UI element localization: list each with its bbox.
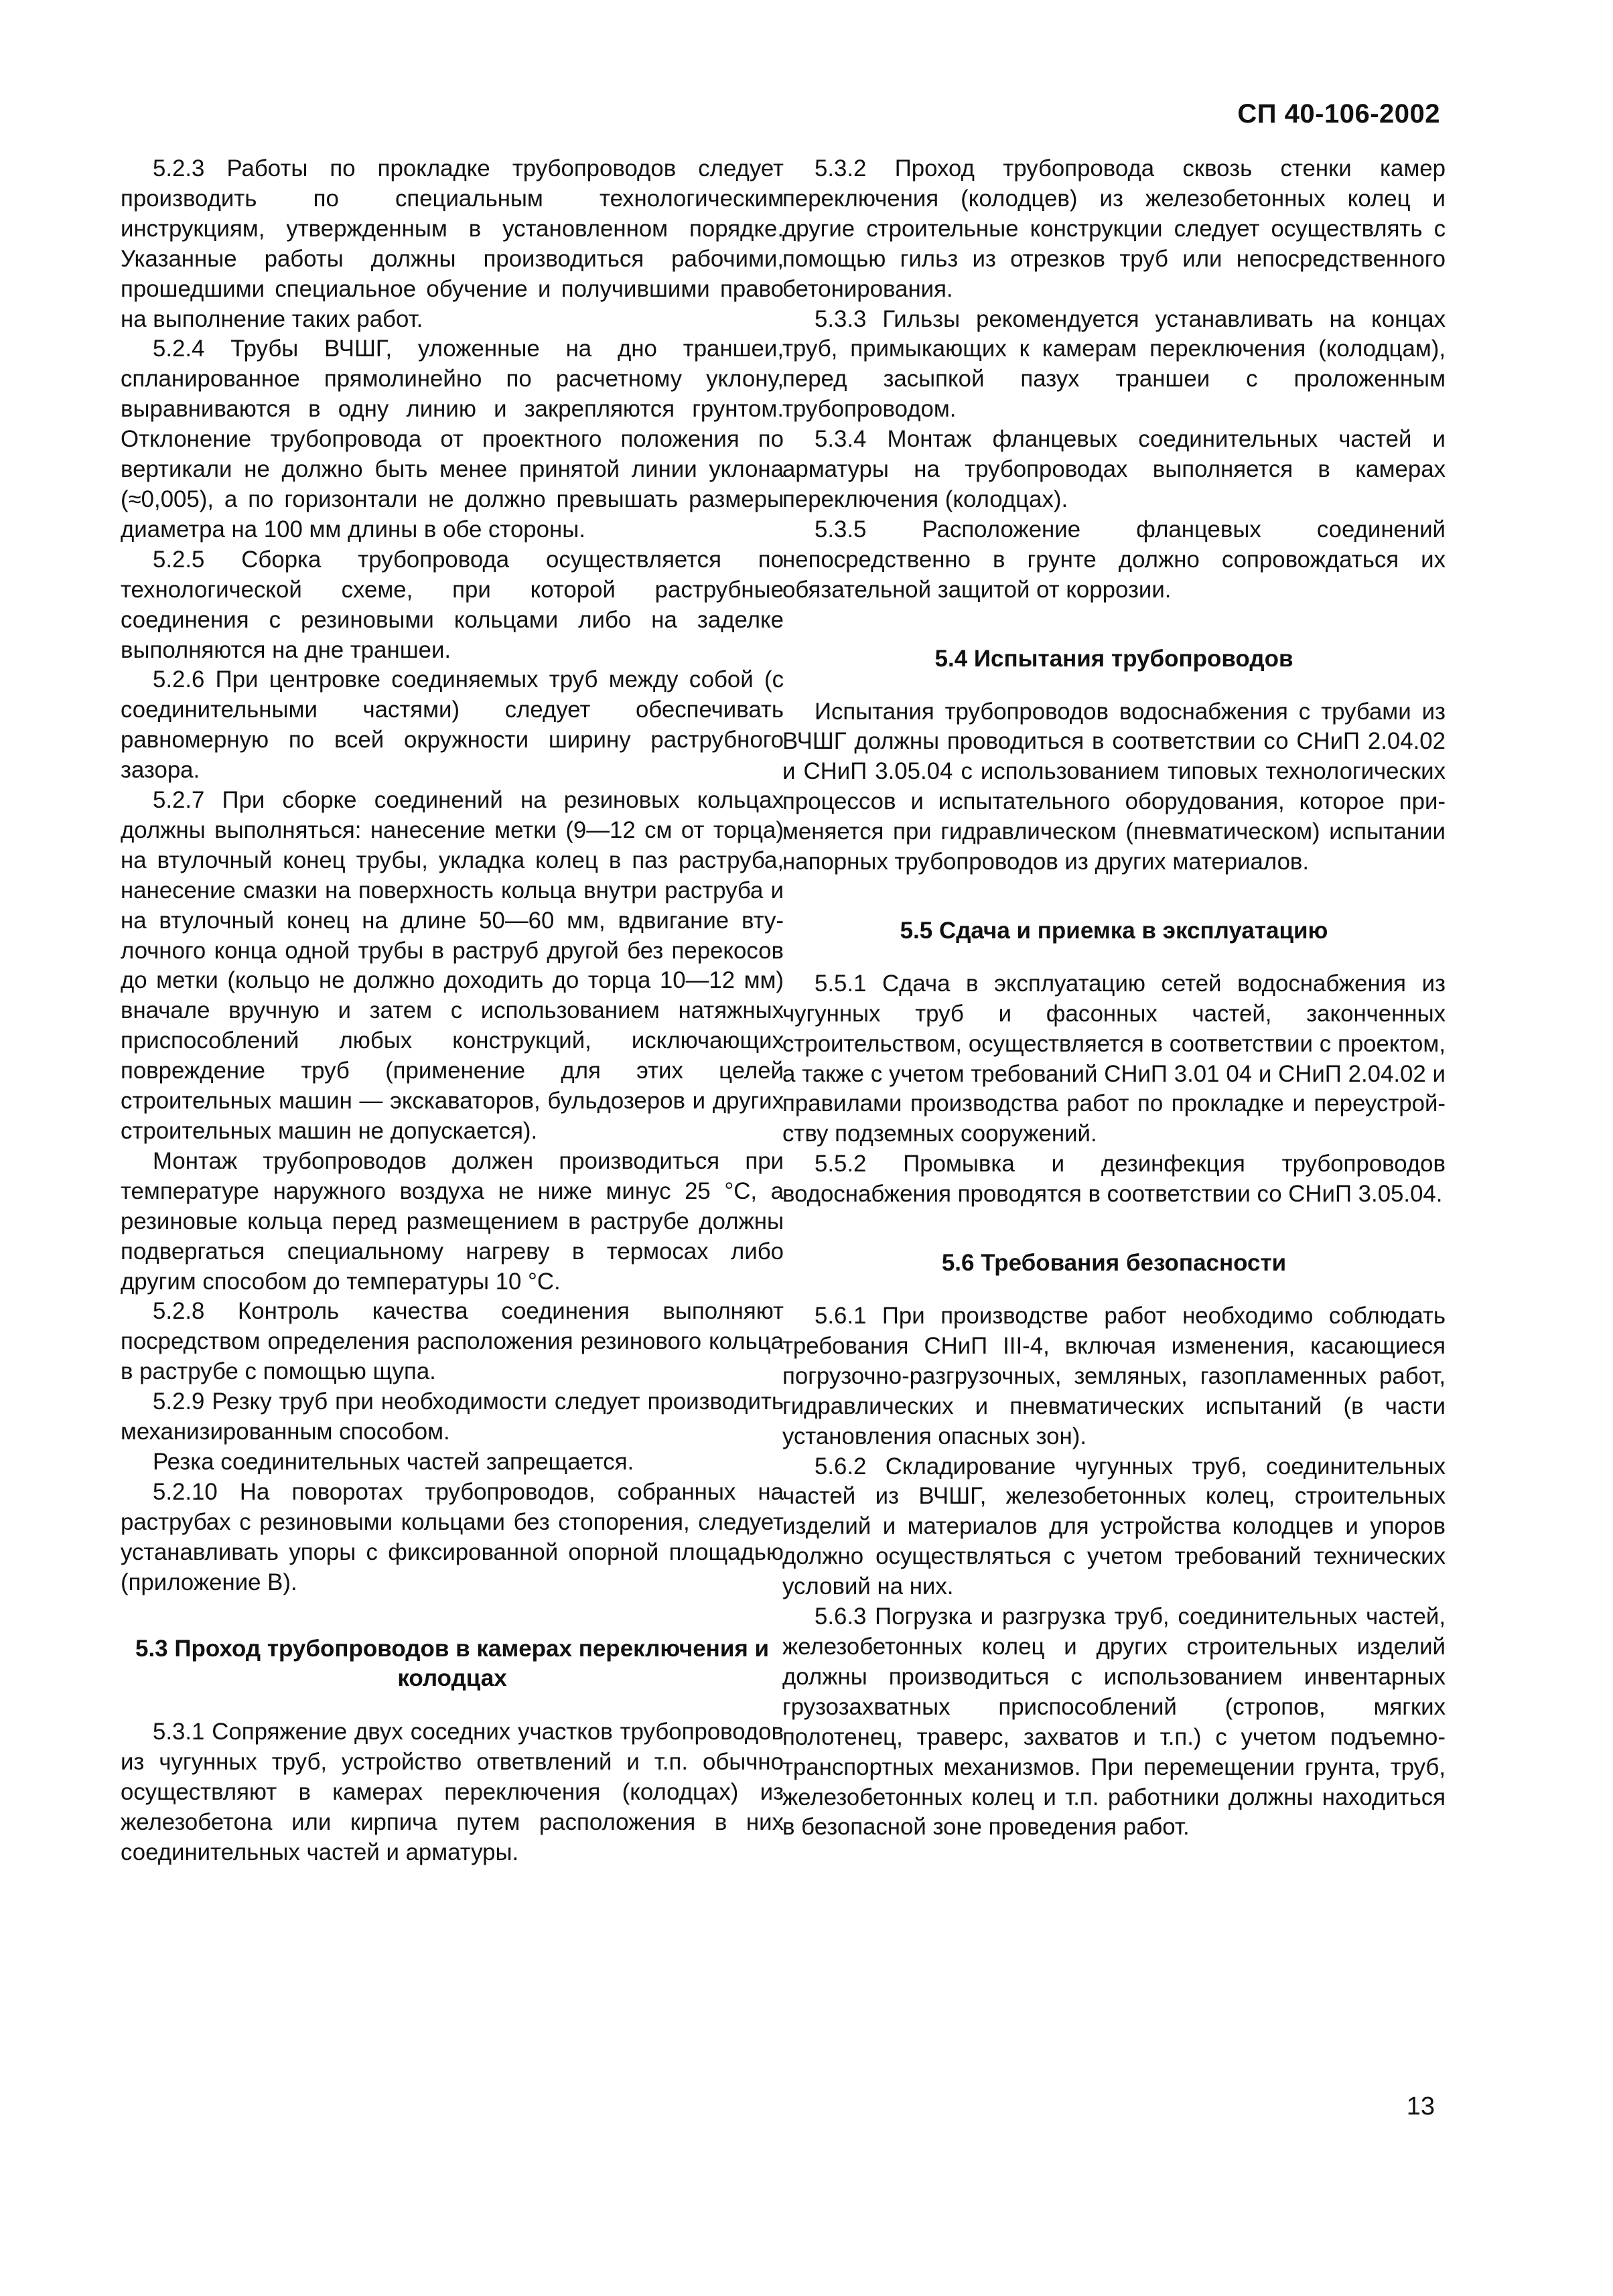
paragraph-5-2-3: 5.2.3 Работы по прокладке трубопроводов следует производить по специальным технологическим инструкциям, утвержденным в установленном порядке. Указанные работы должны производиться рабочими, прошедшими специальное обучение и получившими право на выполнение таких работ. [121, 155, 784, 332]
paragraph-5-6-1: 5.6.1 При производстве работ необходимо соблюдать требования СНиП III-4, включая изменения, касающиеся погрузочно-разгрузочных, земляных, газопламенных работ, гидравлических и пневматических испытаний (в части установления опасных зон). [782, 1303, 1446, 1449]
paragraph-5-2-4: 5.2.4 Трубы ВЧШГ, уложенные на дно траншеи, спланированное прямолинейно по расчетному уклону, выравниваются в одну линию и закрепляются грунтом. Отклонение трубопровода от проектного положения по вертикали не должно быть менее принятой линии уклона (≈0,005), а по горизонтали не должно превышать размеры диаметра на 100 мм длины в обе стороны. [121, 336, 784, 543]
section-heading-5-6: 5.6 Требования безопасности [941, 1250, 1287, 1277]
paragraph-5-5-1: 5.5.1 Сдача в эксплуатацию сетей водоснабжения из чугунных труб и фасонных частей, законченных строительством, осуществляется в соответствии с проектом, а также с учетом требований СНиП 3.01 04 и СНиП 2.04.02 и правилами производства работ по прокладке и переустройству подземных сооружений. [782, 970, 1446, 1147]
paragraph-5-2-8: 5.2.8 Контроль качества соединения выполняют посредством определения расположения резинового кольца в раструбе с помощью щупа. [121, 1298, 784, 1385]
paragraph-cutting-prohibited: Резка соединительных частей запрещается. [153, 1448, 634, 1475]
paragraph-5-4-testing: Испытания трубопроводов водоснабжения с трубами из ВЧШГ должны проводиться в соответствии со СНиП 2.04.02 и СНиП 3.05.04 с использованием типовых технологических процессов и испытательного оборудования, которое применяется при гидравлическом (пневматическом) испытании напорных трубопроводов из других материалов. [782, 698, 1446, 875]
paragraph-5-2-6: 5.2.6 При центровке соединяемых труб между собой (с соединительными частями) следует обеспечивать равномерную по всей окружности ширину раструбного зазора. [121, 666, 784, 784]
paragraph-5-3-1: 5.3.1 Сопряжение двух соседних участков трубопроводов из чугунных труб, устройство ответвлений и т.п. обычно осуществляют в камерах переключения (колодцах) из железобетона или кирпича путем расположения в них соединительных частей и арматуры. [121, 1719, 784, 1865]
paragraph-montage-temperature: Монтаж трубопроводов должен производиться при температуре наружного воздуха не ниже минус 25 °С, а резиновые кольца перед размещением в раструбе должны подвергаться специальному нагреву в термосах либо другим способом до температуры 10 °С. [121, 1147, 784, 1295]
paragraph-5-3-3: 5.3.3 Гильзы рекомендуется устанавливать на концах труб, примыкающих к камерам переключения (колодцам), перед засыпкой пазух траншеи с проложенным трубопроводом. [782, 305, 1446, 423]
paragraph-5-6-2: 5.6.2 Складирование чугунных труб, соединительных частей из ВЧШГ, железобетонных колец, строительных изделий и материалов для устройства колодцев и упоров должно осуществляться с учетом требований технических условий на них. [782, 1453, 1446, 1600]
page-number: 13 [1406, 2092, 1435, 2121]
left-column [121, 154, 784, 1868]
paragraph-5-2-5: 5.2.5 Сборка трубопровода осуществляется по технологической схеме, при которой раструбные соединения с резиновыми кольцами либо на заделке выполняются на дне траншеи. [121, 546, 784, 663]
paragraph-5-3-5: 5.3.5 Расположение фланцевых соединений непосредственно в грунте должно сопровождаться их обязательной защитой от коррозии. [782, 516, 1446, 603]
section-heading-5-4: 5.4 Испытания трубопроводов [934, 645, 1293, 672]
paragraph-5-2-9: 5.2.9 Резку труб при необходимости следует производить механизированным способом. [121, 1388, 784, 1445]
paragraph-5-2-10: 5.2.10 На поворотах трубопроводов, собранных на раструбах с резиновыми кольцами без стопорения, следует устанавливать упоры с фиксированной опорной площадью (приложение В). [121, 1478, 784, 1595]
paragraph-5-5-2: 5.5.2 Промывка и дезинфекция трубопроводов водоснабжения проводятся в соответствии со СНиП 3.05.04. [782, 1151, 1446, 1208]
document-code: СП 40-106-2002 [1237, 99, 1440, 129]
section-heading-5-3: 5.3 Проход трубопроводов в камерах переключения и колодцах [135, 1635, 769, 1692]
paragraph-5-3-4: 5.3.4 Монтаж фланцевых соединительных частей и арматуры на трубопроводах выполняется в камерах переключения (колодцах). [782, 426, 1446, 512]
paragraph-5-2-7: 5.2.7 При сборке соединений на резиновых кольцах должны выполняться: нанесение метки (9—12 см от торца) на втулочный конец трубы, укладка колец в паз раструба, нанесение смазки на поверхность кольца внутри раструба и на втулочный конец на длине 50—60 мм, вдвигание втулочного конца одной трубы в раструб другой без перекосов до метки (кольцо не должно доходить до торца 10—12 мм) вначале вручную и затем с использованием натяжных приспособлений любых конструкций, исключающих повреждение труб (применение для этих целей строительных машин — экскаваторов, бульдозеров и других строительных машин не допускается). [121, 787, 784, 1144]
paragraph-5-6-3: 5.6.3 Погрузка и разгрузка труб, соединительных частей, железобетонных колец и других строительных изделий должны производиться с использованием инвентарных грузозахватных приспособлений (стропов, мягких полотенец, траверс, захватов и т.п.) с учетом подъемно-транспортных механизмов. При перемещении грунта, труб, железобетонных колец и т.п. работники должны находиться в безопасной зоне проведения работ. [782, 1603, 1446, 1841]
right-column [782, 154, 1446, 1843]
paragraph-5-3-2: 5.3.2 Проход трубопровода сквозь стенки камер переключения (колодцев) из железобетонных колец и другие строительные конструкции следует осуществлять с помощью гильз из отрезков труб или непосредственного бетонирования. [782, 155, 1446, 302]
section-heading-5-5: 5.5 Сдача и приемка в эксплуатацию [900, 917, 1328, 944]
